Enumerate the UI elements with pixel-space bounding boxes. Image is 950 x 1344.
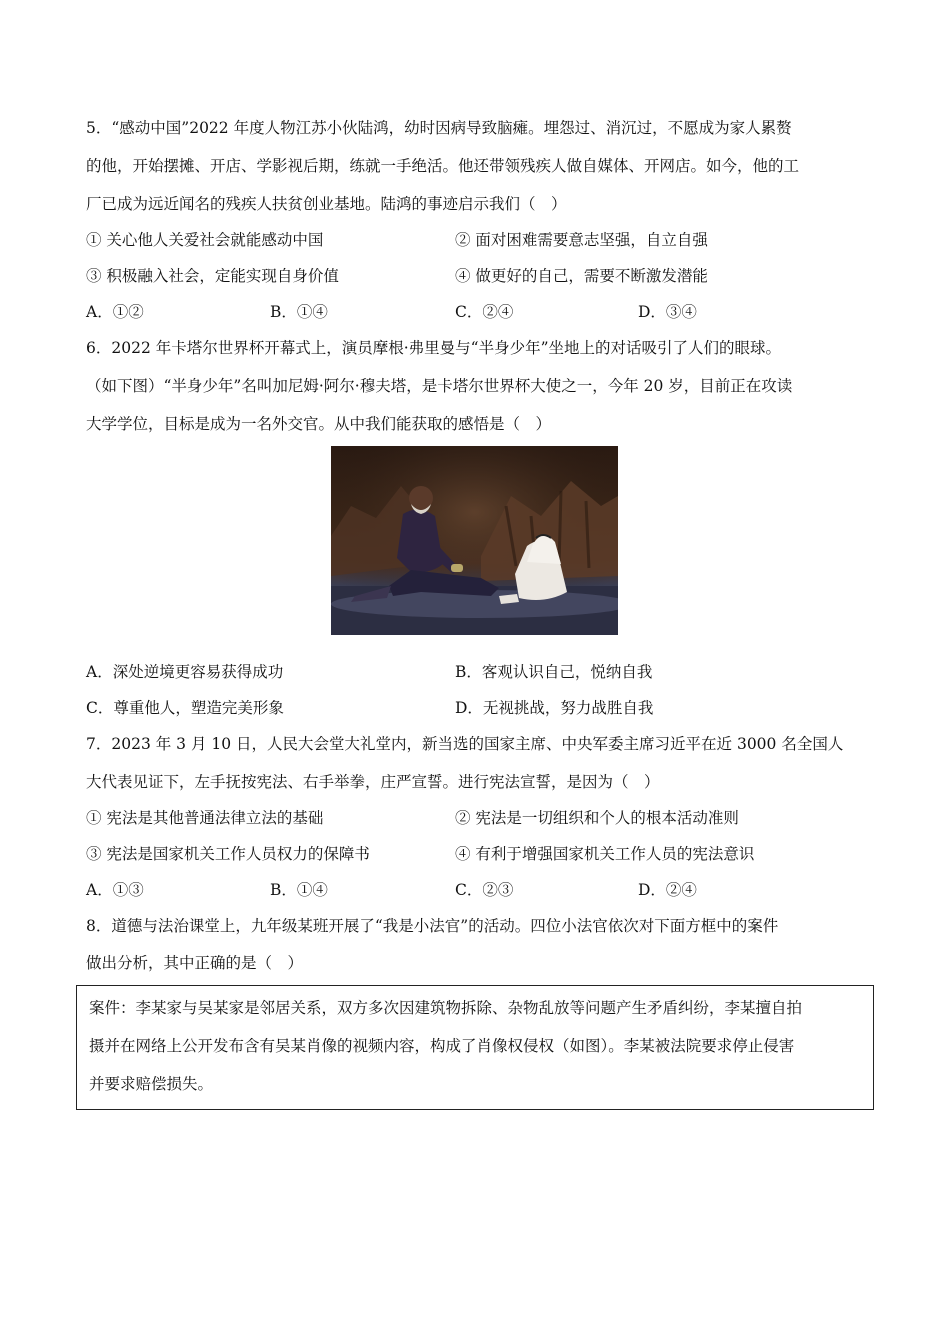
q6-stem-line-2: （如下图）“半身少年”名叫加尼姆·阿尔·穆夫塔，是卡塔尔世界杯大使之一，今年 20 岁，目前正在攻读	[86, 377, 793, 395]
q7-item-2: ② 宪法是一切组织和个人的根本活动准则	[455, 809, 739, 827]
q6-choice-b: B．客观认识自己，悦纳自我	[455, 663, 653, 681]
q7-choice-d: D．②④	[638, 881, 697, 899]
case-line-1: 案件：李某家与吴某家是邻居关系，双方多次因建筑物拆除、杂物乱放等问题产生矛盾纠纷，李某擅自拍	[89, 999, 803, 1017]
q6-stem-line-3: 大学学位，目标是成为一名外交官。从中我们能获取的感悟是（ ）	[86, 415, 552, 433]
q5-stem-line-1: 5．“感动中国”2022 年度人物江苏小伙陆鸿，幼时因病导致脑瘫。埋怨过、消沉过，不愿成为家人累赘	[86, 119, 792, 137]
q5-choice-d: D．③④	[638, 303, 697, 321]
q5-stem-line-3: 厂已成为远近闻名的残疾人扶贫创业基地。陆鸿的事迹启示我们（ ）	[86, 195, 567, 213]
q5-choice-c: C．②④	[455, 303, 514, 321]
photo-illustration	[331, 446, 618, 635]
q6-choice-a: A．深处逆境更容易获得成功	[86, 663, 284, 681]
q5-item-1: ① 关心他人关爱社会就能感动中国	[86, 231, 324, 249]
q5-item-2: ② 面对困难需要意志坚强，自立自强	[455, 231, 708, 249]
case-line-2: 摄并在网络上公开发布含有吴某肖像的视频内容，构成了肖像权侵权（如图）。李某被法院要求停止侵害	[89, 1037, 795, 1055]
q6-choice-d: D．无视挑战，努力战胜自我	[455, 699, 654, 717]
case-box	[76, 985, 874, 1110]
q6-stem-line-1: 6．2022 年卡塔尔世界杯开幕式上，演员摩根·弗里曼与“半身少年”坐地上的对话吸引了人们的眼球。	[86, 339, 782, 357]
q5-stem-line-2: 的他，开始摆摊、开店、学影视后期，练就一手绝活。他还带领残疾人做自媒体、开网店。如今，他的工	[86, 157, 800, 175]
q5-choice-b: B．①④	[270, 303, 328, 321]
q8-stem-line-2: 做出分析，其中正确的是（ ）	[86, 954, 304, 972]
q7-item-4: ④ 有利于增强国家机关工作人员的宪法意识	[455, 845, 755, 863]
q7-choice-b: B．①④	[270, 881, 328, 899]
q5-item-4: ④ 做更好的自己，需要不断激发潜能	[455, 267, 708, 285]
q7-choice-a: A．①③	[86, 881, 144, 899]
q7-choice-c: C．②③	[455, 881, 514, 899]
q6-choice-c: C．尊重他人，塑造完美形象	[86, 699, 284, 717]
q7-item-1: ① 宪法是其他普通法律立法的基础	[86, 809, 324, 827]
opening-ceremony-photo	[331, 446, 618, 635]
q7-item-3: ③ 宪法是国家机关工作人员权力的保障书	[86, 845, 370, 863]
q8-stem-line-1: 8．道德与法治课堂上，九年级某班开展了“我是小法官”的活动。四位小法官依次对下面方框中的案件	[86, 917, 779, 935]
q7-stem-line-1: 7．2023 年 3 月 10 日，人民大会堂大礼堂内，新当选的国家主席、中央军委主席习近平在近 3000 名全国人	[86, 735, 844, 753]
case-line-3: 并要求赔偿损失。	[89, 1075, 214, 1093]
q5-choice-a: A．①②	[86, 303, 144, 321]
q5-item-3: ③ 积极融入社会，定能实现自身价值	[86, 267, 339, 285]
q7-stem-line-2: 大代表见证下，左手抚按宪法、右手举拳，庄严宣誓。进行宪法宣誓，是因为（ ）	[86, 773, 660, 791]
